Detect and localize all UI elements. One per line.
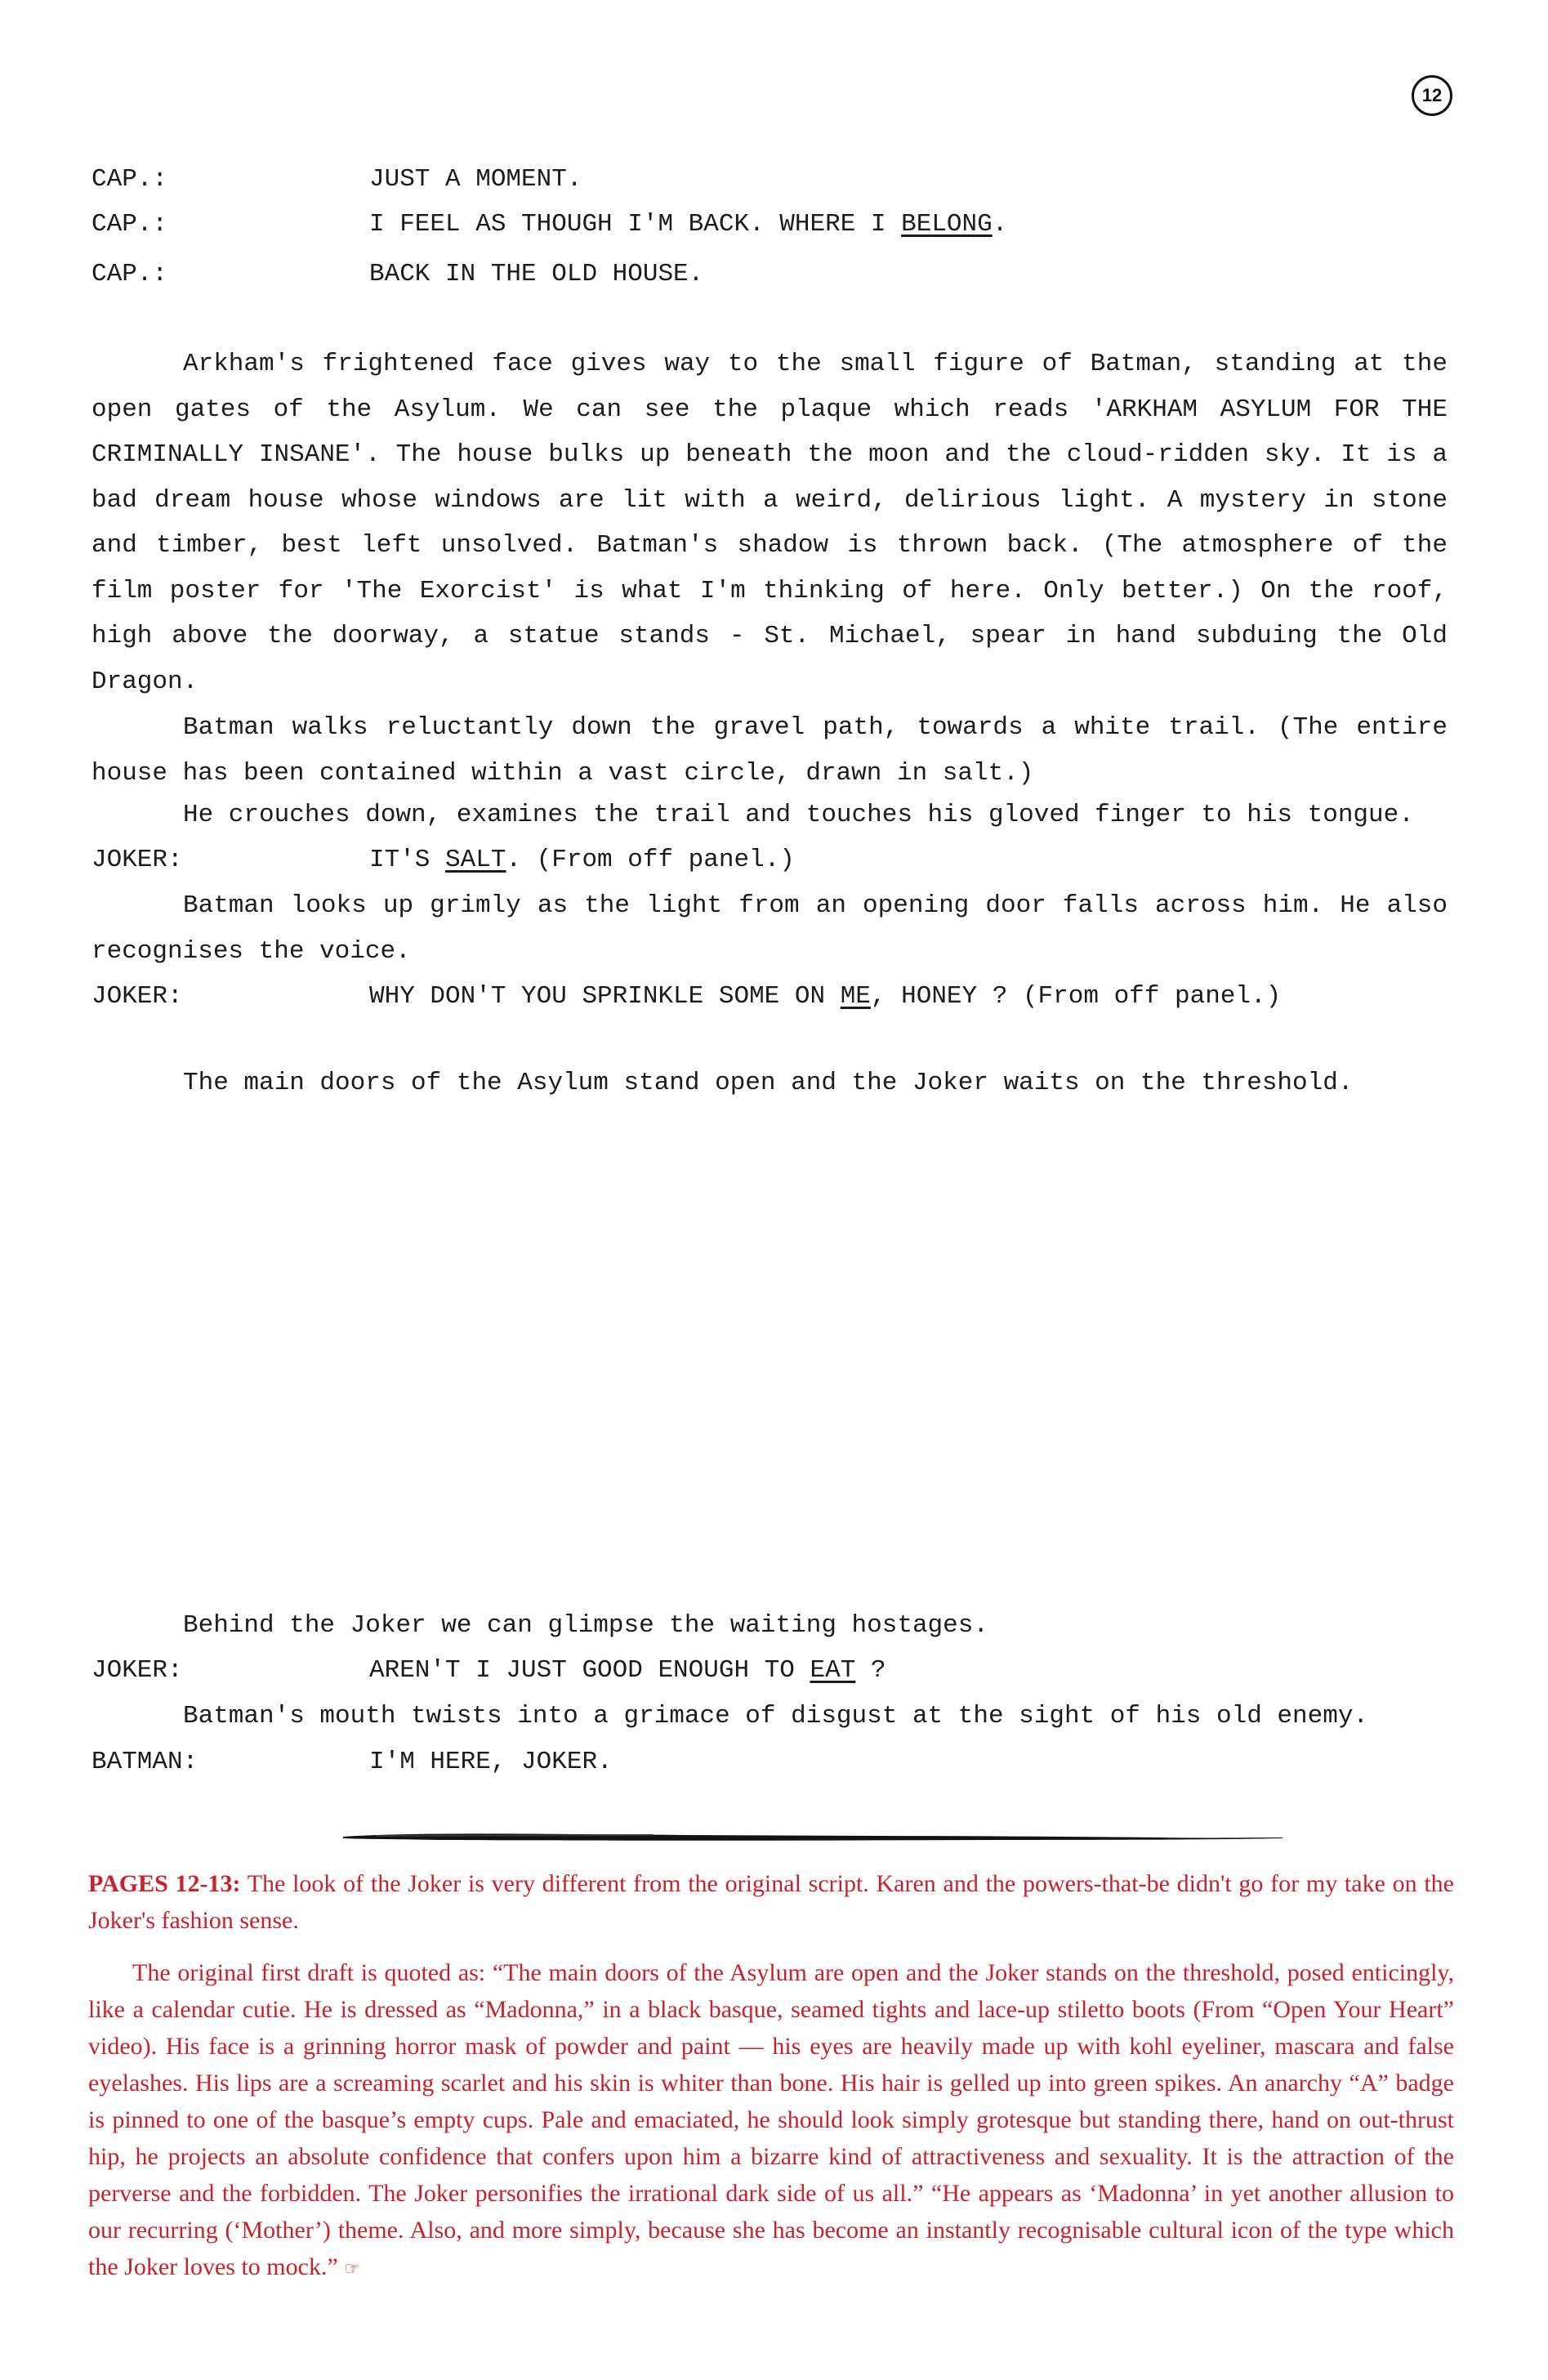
speaker: JOKER: xyxy=(91,1656,183,1685)
scene-description-7: Batman's mouth twists into a grimace of disgust at the sight of his old enemy. xyxy=(183,1702,1369,1730)
scene-description-2: Batman walks reluctantly down the gravel path, towards a white trail. (The entire house has been contained within a vast circle, drawn in salt.) xyxy=(91,713,1448,788)
speaker: JOKER: xyxy=(91,846,183,874)
dialogue: I FEEL AS THOUGH I'M BACK. WHERE I BELONG. xyxy=(369,210,1008,239)
pointing-hand-icon: ☞ xyxy=(344,2258,360,2279)
scene-description-6: Behind the Joker we can glimpse the waiting hostages. xyxy=(183,1611,988,1640)
page-number-text: 12 xyxy=(1421,85,1443,105)
dialogue: IT'S SALT. (From off panel.) xyxy=(369,846,795,874)
speaker: CAP.: xyxy=(91,165,168,194)
page-number xyxy=(1412,75,1452,116)
dialogue: JUST A MOMENT. xyxy=(369,165,582,194)
brush-stroke-divider xyxy=(343,1831,1283,1842)
annotation-header: PAGES 12-13: xyxy=(88,1870,241,1897)
underlined-word: ME xyxy=(840,982,871,1011)
scene-description-3: He crouches down, examines the trail and touches his gloved finger to his tongue. xyxy=(183,801,1414,829)
speaker: CAP.: xyxy=(91,210,168,239)
underlined-word: EAT xyxy=(810,1656,856,1685)
underlined-word: BELONG xyxy=(901,210,993,239)
underlined-word: SALT xyxy=(445,846,506,874)
speaker: CAP.: xyxy=(91,260,168,288)
dialogue: AREN'T I JUST GOOD ENOUGH TO EAT ? xyxy=(369,1656,886,1685)
annotation-body: The original first draft is quoted as: “The main doors of the Asylum are open and the Joker stands on the threshold, posed enticingly, like a calendar cutie. He is dressed as “Madonna,” in a black basque, seamed tights and lace-up stiletto boots (From “Open Your Heart” video). His face is a grinning horror mask of powder and paint — his eyes are heavily made up with kohl eyeliner, mascara and false eyelashes. His lips are a screaming scarlet and his skin is whiter than bone. His hair is gelled up into green spikes. An anarchy “A” badge is pinned to one of the basque’s empty cups. Pale and emaciated, he should look simply grotesque but standing there, hand on out-thrust hip, he projects an absolute confidence that confers upon him a bizarre kind of attractiveness and sexuality. It is the attraction of the perverse and the forbidden. The Joker personifies the irrational dark side of us all.” “He appears as ‘Madonna’ in yet another allusion to our recurring (‘Mother’) theme. Also, and more simply, because she has become an instantly recognisable cultural icon of the type which the Joker loves to mock.” ☞ xyxy=(88,1959,1454,2280)
speaker: JOKER: xyxy=(91,982,183,1011)
dialogue: WHY DON'T YOU SPRINKLE SOME ON ME, HONEY ? (From off panel.) xyxy=(369,982,1282,1011)
scene-description-5: The main doors of the Asylum stand open and the Joker waits on the threshold. xyxy=(183,1069,1354,1097)
dialogue: I'M HERE, JOKER. xyxy=(369,1748,613,1776)
speaker: BATMAN: xyxy=(91,1748,199,1776)
scene-description-4: Batman looks up grimly as the light from an opening door falls across him. He also recognises the voice. xyxy=(91,891,1448,966)
dialogue: BACK IN THE OLD HOUSE. xyxy=(369,260,704,288)
scene-description-1: Arkham's frightened face gives way to the small figure of Batman, standing at the open gates of the Asylum. We can see the plaque which reads 'ARKHAM ASYLUM FOR THE CRIMINALLY INSANE'. The house bulks up beneath the moon and the cloud-ridden sky. It is a bad dream house whose windows are lit with a weird, delirious light. A mystery in stone and timber, best left unsolved. Batman's shadow is thrown back. (The atmosphere of the film poster for 'The Exorcist' is what I'm thinking of here. Only better.) On the roof, high above the doorway, a statue stands - St. Michael, spear in hand subduing the Old Dragon. xyxy=(91,350,1448,696)
annotation-intro: PAGES 12-13: The look of the Joker is very different from the original script. Karen and the powers-that-be didn't go for my take on the Joker's fashion sense. xyxy=(88,1870,1454,1934)
